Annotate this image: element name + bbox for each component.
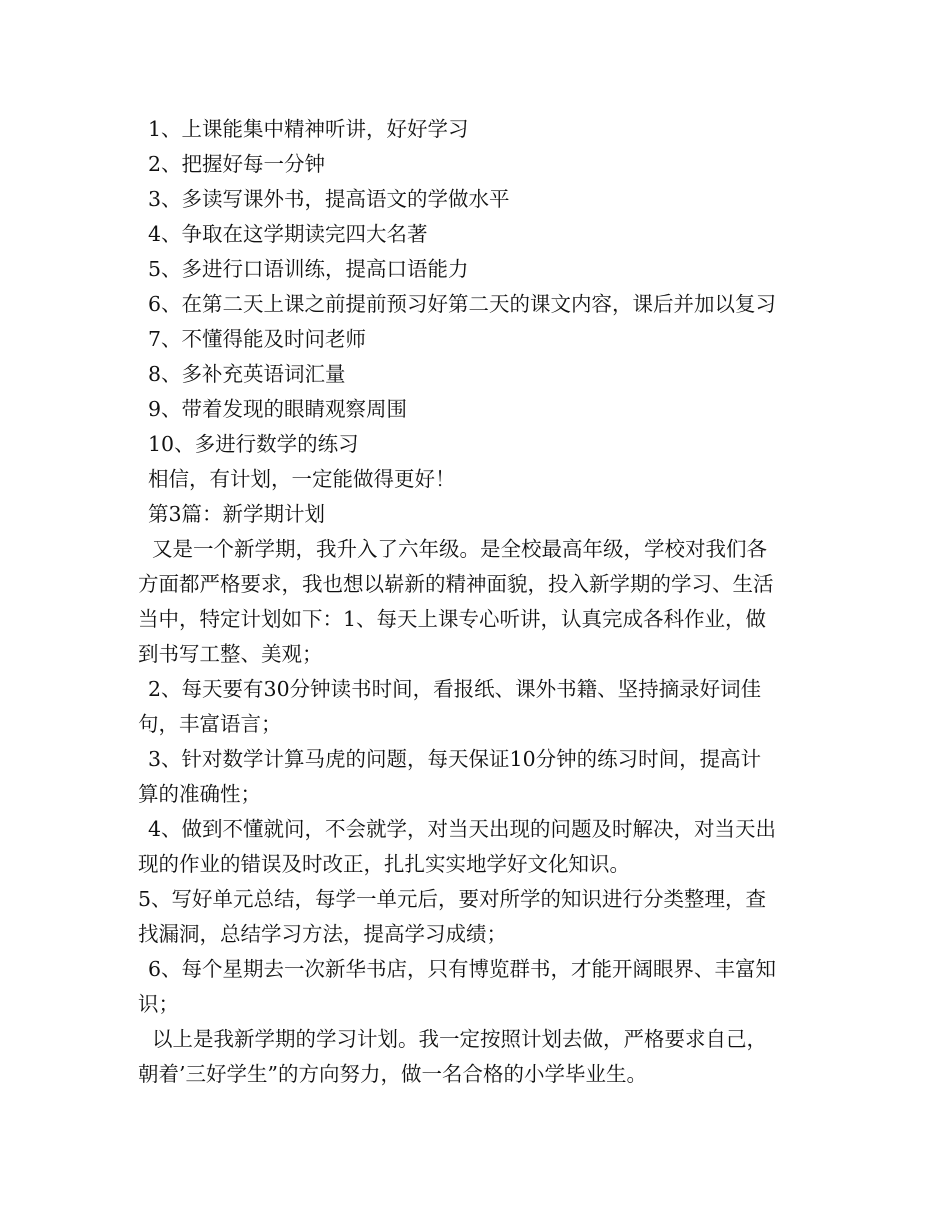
paragraph-line: 以上是我新学期的学习计划。我一定按照计划去做，严格要求自己， xyxy=(152,1027,767,1051)
list-item: 2、把握好每一分钟 xyxy=(148,152,326,176)
paragraph-line: 朝着’三好学生”的方向努力，做一名合格的小学毕业生。 xyxy=(138,1062,647,1086)
paragraph-line: 3、针对数学计算马虎的问题，每天保证10分钟的练习时间，提高计 xyxy=(148,747,762,771)
paragraph-line: 6、每个星期去一次新华书店，只有博览群书，才能开阔眼界、丰富知 xyxy=(148,957,777,981)
list-item: 6、在第二天上课之前提前预习好第二天的课文内容，课后并加以复习 xyxy=(148,292,777,316)
paragraph-line: 又是一个新学期，我升入了六年级。是全校最高年级，学校对我们各 xyxy=(152,537,767,561)
paragraph-line: 2、每天要有30分钟读书时间，看报纸、课外书籍、坚持摘录好词佳 xyxy=(148,677,762,701)
list-item: 8、多补充英语词汇量 xyxy=(148,362,346,386)
list-item: 5、多进行口语训练，提高口语能力 xyxy=(148,257,469,281)
paragraph-line: 4、做到不懂就问，不会就学，对当天出现的问题及时解决，对当天出 xyxy=(148,817,777,841)
document-page xyxy=(138,112,818,1092)
list-item: 3、多读写课外书，提高语文的学做水平 xyxy=(148,187,510,211)
paragraph-line: 找漏洞，总结学习方法，提高学习成绩； xyxy=(138,922,507,946)
paragraph-line: 句，丰富语言； xyxy=(138,712,282,736)
list-item: 1、上课能集中精神听讲，好好学习 xyxy=(148,117,469,141)
list-item: 4、争取在这学期读完四大名著 xyxy=(148,222,428,246)
paragraph-line: 算的准确性； xyxy=(138,782,261,806)
closing-line: 相信，有计划，一定能做得更好！ xyxy=(148,467,456,491)
list-item: 10、多进行数学的练习 xyxy=(148,432,359,456)
paragraph-line: 方面都严格要求，我也想以崭新的精神面貌，投入新学期的学习、生活 xyxy=(138,572,774,596)
paragraph-line: 现的作业的错误及时改正，扎扎实实地学好文化知识。 xyxy=(138,852,630,876)
paragraph-line: 5、写好单元总结，每学一单元后，要对所学的知识进行分类整理，查 xyxy=(138,887,767,911)
paragraph-line: 到书写工整、美观； xyxy=(138,642,323,666)
paragraph-line: 识； xyxy=(138,992,179,1016)
list-item: 7、不懂得能及时问老师 xyxy=(148,327,367,351)
paragraph-line: 当中，特定计划如下：1、每天上课专心听讲，认真完成各科作业，做 xyxy=(138,607,767,631)
section-title: 第3篇：新学期计划 xyxy=(148,502,326,526)
list-item: 9、带着发现的眼睛观察周围 xyxy=(148,397,408,421)
